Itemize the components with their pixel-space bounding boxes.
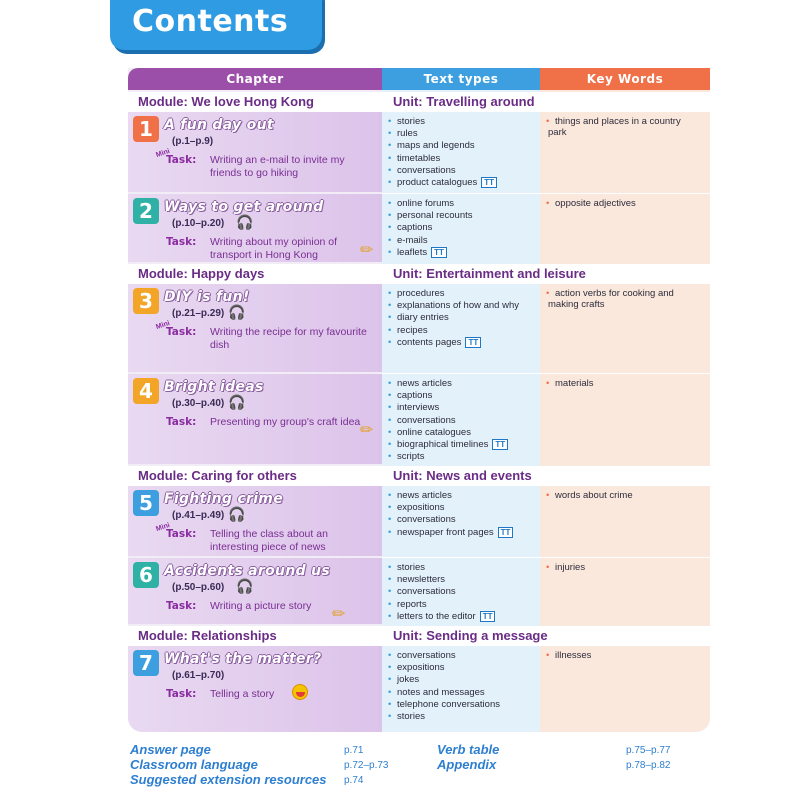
text-type-item: • news articles (390, 490, 513, 502)
chapter-title[interactable]: Fighting crime (164, 491, 283, 507)
tt-badge: TT (492, 439, 508, 450)
text-type-item: • jokes (390, 674, 500, 686)
row-divider (382, 557, 710, 558)
tt-badge: TT (498, 527, 514, 538)
text-type-item: • maps and legends (390, 140, 497, 152)
text-type-item: • notes and messages (390, 687, 500, 699)
task-label: Task: (166, 416, 197, 428)
text-type-item: • conversations (390, 586, 495, 598)
footer-link-classroom-language[interactable]: Classroom language (130, 757, 258, 772)
text-type-item: • interviews (390, 402, 508, 414)
module-row (128, 92, 710, 112)
task-description: Telling the class about an interesting piece of news (210, 528, 328, 553)
header-key-words: Key Words (540, 68, 710, 90)
task-label: Task: (166, 688, 197, 700)
key-word-item: • illnesses (548, 650, 698, 661)
chapter-title[interactable]: A fun day out (164, 117, 274, 133)
key-words-list (548, 490, 698, 501)
text-type-item: • conversations (390, 165, 497, 177)
smiley-icon (292, 684, 308, 700)
footer-pages-extension-resources: p.74 (344, 775, 364, 786)
headphone-icon: 🎧 (228, 304, 246, 320)
chapter-pages: (p.61–p.70) (172, 670, 225, 681)
task-description: Writing a picture story (210, 600, 312, 612)
text-type-item: • recipes (390, 325, 519, 337)
mini-label: Mini (155, 320, 171, 331)
task-label: Task: (166, 154, 197, 166)
footer-pages-classroom-language: p.72–p.73 (344, 760, 389, 771)
chapter-number: 7 (133, 650, 159, 676)
text-type-item: • news articles (390, 378, 508, 390)
text-type-item: • leaflets TT (390, 247, 473, 259)
text-type-item: • timetables (390, 153, 497, 165)
chapter-number: 1 (133, 116, 159, 142)
chapter-title[interactable]: What's the matter? (164, 651, 322, 667)
text-types-list (390, 650, 500, 723)
text-type-item: • scripts (390, 451, 508, 463)
unit-title: Unit: News and events (393, 468, 532, 483)
task-label: Task: (166, 326, 197, 338)
row-divider (382, 373, 710, 374)
key-word-item: • words about crime (548, 490, 698, 501)
task-description: Telling a story (210, 688, 275, 700)
task-description: Writing about my opinion of transport in Hong Kong (210, 236, 338, 261)
headphone-icon: 🎧 (228, 506, 246, 522)
tt-badge: TT (431, 247, 447, 258)
chapter-pages: (p.1–p.9) (172, 136, 214, 147)
unit-title: Unit: Sending a message (393, 628, 548, 643)
mini-label: Mini (155, 148, 171, 159)
module-title: Module: Caring for others (138, 468, 297, 483)
task-description: Writing the recipe for my favourite dish (210, 326, 367, 351)
tt-badge: TT (481, 177, 497, 188)
text-types-list (390, 116, 497, 189)
header-text-types: Text types (382, 68, 540, 90)
text-type-item: • explanations of how and why (390, 300, 519, 312)
text-type-item: • e-mails (390, 235, 473, 247)
headphone-icon: 🎧 (228, 394, 246, 410)
footer-link-appendix[interactable]: Appendix (437, 757, 497, 772)
chapter-pages: (p.30–p.40) (172, 398, 225, 409)
text-types-list (390, 490, 513, 539)
key-words-list (548, 198, 698, 209)
key-words-list (548, 116, 698, 138)
unit-title: Unit: Entertainment and leisure (393, 266, 586, 281)
page-title: Contents (132, 4, 289, 39)
module-row (128, 466, 710, 486)
text-type-item: • stories (390, 711, 500, 723)
text-type-item: • newspaper front pages TT (390, 527, 513, 539)
text-type-item: • newsletters (390, 574, 495, 586)
header-chapter: Chapter (128, 68, 382, 90)
text-type-item: • online forums (390, 198, 473, 210)
text-type-item: • product catalogues TT (390, 177, 497, 189)
text-type-item: • conversations (390, 415, 508, 427)
module-title: Module: Relationships (138, 628, 277, 643)
text-types-list (390, 288, 519, 349)
row-divider (382, 193, 710, 194)
module-title: Module: Happy days (138, 266, 265, 281)
text-type-item: • letters to the editor TT (390, 611, 495, 623)
text-type-item: • telephone conversations (390, 699, 500, 711)
key-word-item: • opposite adjectives (548, 198, 698, 209)
chapter-pages: (p.10–p.20) (172, 218, 225, 229)
chapter-pages: (p.21–p.29) (172, 308, 225, 319)
key-words-list (548, 288, 698, 310)
chapter-number: 4 (133, 378, 159, 404)
tt-badge: TT (465, 337, 481, 348)
footer-pages-appendix: p.78–p.82 (626, 760, 671, 771)
text-type-item: • captions (390, 390, 508, 402)
text-type-item: • diary entries (390, 312, 519, 324)
tt-badge: TT (480, 611, 496, 622)
pencil-icon: ✏ (360, 422, 374, 439)
text-type-item: • online catalogues (390, 427, 508, 439)
footer-link-verb-table[interactable]: Verb table (437, 742, 500, 757)
task-label: Task: (166, 600, 197, 612)
chapter-number: 6 (133, 562, 159, 588)
text-type-item: • reports (390, 599, 495, 611)
text-type-item: • procedures (390, 288, 519, 300)
title-banner (110, 0, 322, 50)
pencil-icon: ✏ (360, 242, 374, 259)
module-row (128, 626, 710, 646)
chapter-pages: (p.41–p.49) (172, 510, 225, 521)
chapter-number: 2 (133, 198, 159, 224)
key-word-item: • injuries (548, 562, 698, 573)
text-type-item: • expositions (390, 662, 500, 674)
chapter-title[interactable]: Ways to get around (164, 199, 324, 215)
text-type-item: • expositions (390, 502, 513, 514)
task-label: Task: (166, 236, 197, 248)
unit-title: Unit: Travelling around (393, 94, 535, 109)
headphone-icon: 🎧 (236, 214, 254, 230)
chapter-pages: (p.50–p.60) (172, 582, 225, 593)
text-type-item: • stories (390, 116, 497, 128)
footer-pages-answer-page: p.71 (344, 745, 364, 756)
key-word-item: • materials (548, 378, 698, 389)
key-word-item: • action verbs for cooking and making crafts (548, 288, 698, 310)
key-word-item: • things and places in a country park (548, 116, 698, 138)
contents-table (128, 68, 710, 732)
text-type-item: • rules (390, 128, 497, 140)
footer-pages-verb-table: p.75–p.77 (626, 745, 671, 756)
pencil-icon: ✏ (332, 606, 346, 623)
key-words-list (548, 650, 698, 661)
text-types-list (390, 378, 508, 463)
mini-label: Mini (155, 522, 171, 533)
module-title: Module: We love Hong Kong (138, 94, 314, 109)
text-type-item: • captions (390, 222, 473, 234)
headphone-icon: 🎧 (236, 578, 254, 594)
chapter-number: 5 (133, 490, 159, 516)
text-types-list (390, 198, 473, 259)
chapter-title[interactable]: DIY is fun! (164, 289, 250, 305)
text-type-item: • stories (390, 562, 495, 574)
text-type-item: • conversations (390, 650, 500, 662)
task-description: Writing an e-mail to invite my friends to go hiking (210, 154, 345, 179)
text-type-item: • conversations (390, 514, 513, 526)
text-type-item: • personal recounts (390, 210, 473, 222)
footer-link-answer-page[interactable]: Answer page (130, 742, 211, 757)
key-words-list (548, 562, 698, 573)
task-label: Task: (166, 528, 197, 540)
text-types-list (390, 562, 495, 623)
chapter-number: 3 (133, 288, 159, 314)
text-type-item: • biographical timelines TT (390, 439, 508, 451)
chapter-title[interactable]: Bright ideas (164, 379, 264, 395)
footer-link-extension-resources[interactable]: Suggested extension resources (130, 772, 327, 787)
key-words-list (548, 378, 698, 389)
text-type-item: • contents pages TT (390, 337, 519, 349)
chapter-title[interactable]: Accidents around us (164, 563, 330, 579)
task-description: Presenting my group's craft idea (210, 416, 361, 428)
module-row (128, 264, 710, 284)
